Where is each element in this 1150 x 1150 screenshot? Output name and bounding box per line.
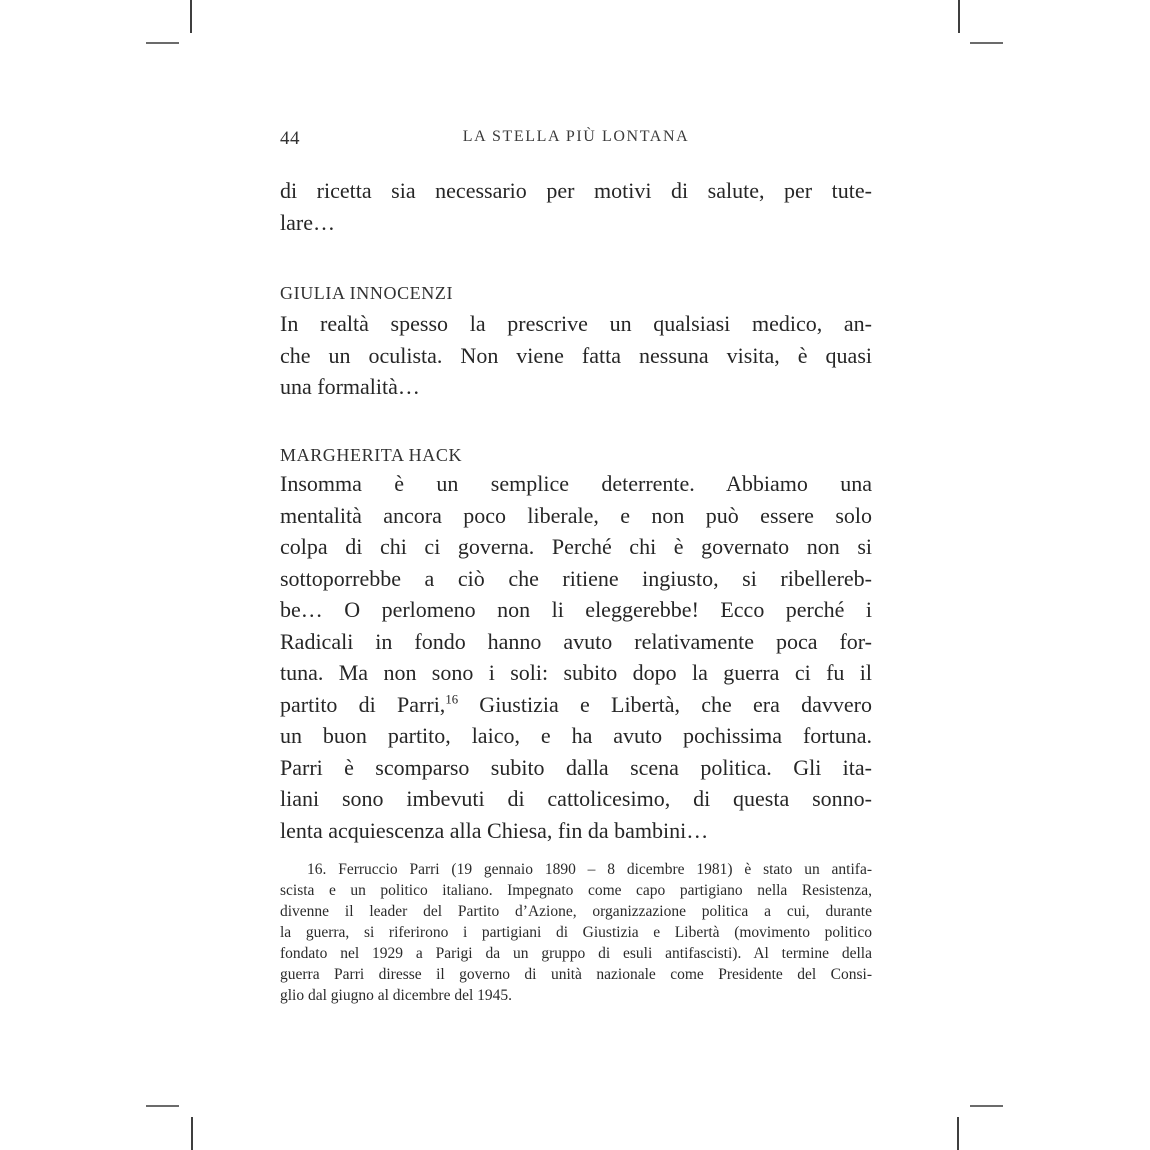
text-line: partito di Parri,$^{16}$ Giustizia e Libertà, che era davvero xyxy=(280,691,873,717)
text-line: Parri è scomparso subito dalla scena politica. Gli ita- xyxy=(280,754,872,780)
text-line: la guerra, si riferirono i partigiani di Giustizia e Libertà (movimento politico xyxy=(280,924,872,941)
crop-mark-top-right-horizontal xyxy=(970,42,1003,44)
page-number: 44 xyxy=(280,128,300,149)
text-line: be… O perlomeno non li eleggerebbe! Ecco perché i xyxy=(280,597,872,622)
text-line: fondato nel 1929 a Parigi da un gruppo di esuli antifascisti). Al termine della xyxy=(280,945,872,962)
text-line: lenta acquiescenza alla Chiesa, fin da bambini… xyxy=(280,817,709,843)
text-line: colpa di chi ci governa. Perché chi è governato non si xyxy=(280,534,872,559)
crop-mark-bottom-left-vertical xyxy=(191,1117,193,1150)
paragraph-innocenzi-answer xyxy=(280,308,872,403)
crop-mark-top-left-horizontal xyxy=(146,42,179,44)
footnote-reference-superscript: 16 xyxy=(445,692,459,707)
text-line: Radicali in fondo hanno avuto relativamente poca for- xyxy=(280,628,872,654)
text-line: divenne il leader del Partito d’Azione, organizzazione politica a cui, durante xyxy=(280,903,872,920)
speaker-label-margherita-hack: MARGHERITA HACK xyxy=(280,445,463,465)
text-line: che un oculista. Non viene fatta nessuna visita, è quasi xyxy=(280,342,872,368)
text-line: di ricetta sia necessario per motivi di salute, per tute- xyxy=(280,178,872,203)
footnote-16-ferruccio-parri xyxy=(280,859,872,1006)
text-line: 16. Ferruccio Parri (19 gennaio 1890 – 8 dicembre 1981) è stato un antifa- xyxy=(307,861,872,878)
paragraph-hack-answer xyxy=(280,468,872,846)
text-line: sottoporrebbe a ciò che ritiene ingiusto, si ribellereb- xyxy=(280,565,872,591)
text-line: scista e un politico italiano. Impegnato come capo partigiano nella Resistenza, xyxy=(280,882,872,899)
crop-mark-top-right-vertical xyxy=(958,0,960,33)
text-line: glio dal giugno al dicembre del 1945. xyxy=(280,987,513,1004)
text-line: lare… xyxy=(280,209,335,235)
page-header xyxy=(280,128,872,150)
text-line: liani sono imbevuti di cattolicesimo, di questa sonno- xyxy=(280,786,872,811)
text-line: tuna. Ma non sono i soli: subito dopo la guerra ci fu il xyxy=(280,660,872,685)
crop-mark-top-left-vertical xyxy=(190,0,192,33)
paragraph-recipe-continuation xyxy=(280,175,872,238)
running-head: LA STELLA PIÙ LONTANA xyxy=(462,128,690,145)
text-line: In realtà spesso la prescrive un qualsiasi medico, an- xyxy=(280,311,872,336)
crop-mark-bottom-right-horizontal xyxy=(970,1105,1003,1107)
text-line: un buon partito, laico, e ha avuto pochissima fortuna. xyxy=(280,723,872,748)
speaker-label-giulia-innocenzi: GIULIA INNOCENZI xyxy=(280,283,454,303)
text-line: mentalità ancora poco liberale, e non può essere solo xyxy=(280,502,872,528)
crop-mark-bottom-left-horizontal xyxy=(146,1105,179,1107)
text-line: una formalità… xyxy=(280,374,420,399)
crop-mark-bottom-right-vertical xyxy=(957,1117,959,1150)
text-line: guerra Parri diresse il governo di unità nazionale come Presidente del Consi- xyxy=(280,966,872,983)
text-line: Insomma è un semplice deterrente. Abbiamo una xyxy=(280,471,872,496)
